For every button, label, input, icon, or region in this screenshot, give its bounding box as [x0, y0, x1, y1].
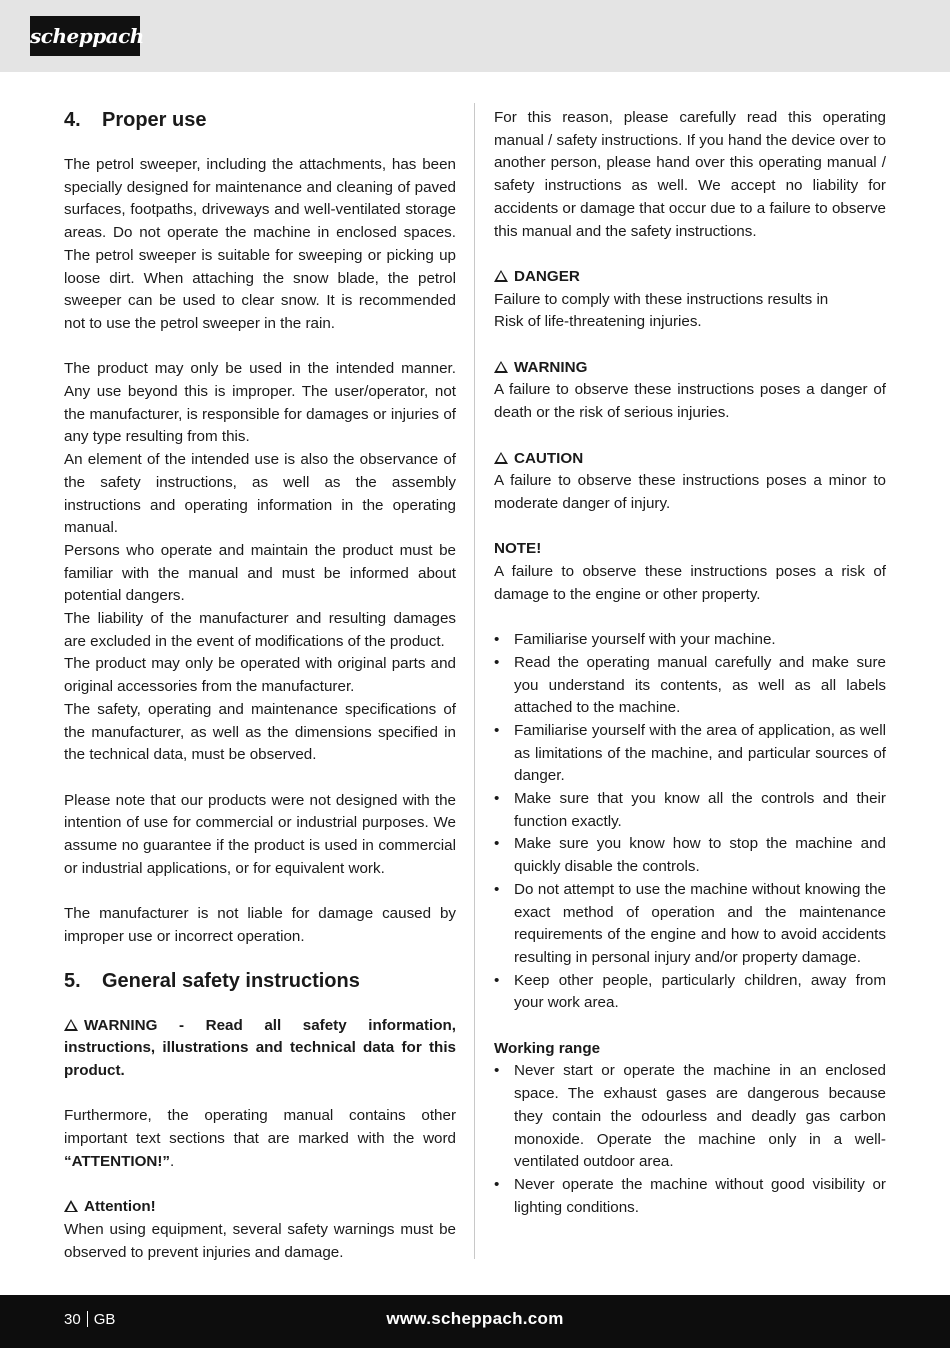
danger-title: DANGER — [494, 266, 886, 289]
warning-triangle-icon — [494, 270, 508, 282]
caution-title: CAUTION — [494, 448, 886, 471]
right-column — [494, 107, 886, 1219]
scheppach-logo: scheppach — [30, 16, 140, 56]
working-range-title: Working range — [494, 1039, 601, 1057]
website-link[interactable]: www.scheppach.com — [386, 1309, 564, 1328]
warning-triangle-icon — [494, 452, 508, 464]
warning-title: WARNING — [494, 357, 886, 380]
warning-triangle-icon — [494, 361, 508, 373]
paragraph: The manufacturer is not liable for damage caused by improper use or incorrect operation. — [64, 905, 456, 945]
list-item: • Familiarise yourself with the area of application, as well as limitations of the machine, and particular sources of danger. — [494, 720, 886, 788]
footer-bar — [0, 1295, 950, 1348]
list-item: • Never start or operate the machine in an enclosed space. The exhaust gases are dangerous because they contain the odourless and deadly gas carbon monoxide. Operate the machine only in a well-ventilated outdoor area. — [494, 1060, 886, 1174]
paragraph: An element of the intended use is also the observance of the safety instructions, as well as the assembly instructions and operating information in the operating manual. — [64, 451, 456, 537]
list-item: • Do not attempt to use the machine without knowing the exact method of operation and the maintenance requirements of the engine and how to avoid accidents resulting in personal injury and/or property damage. — [494, 879, 886, 970]
column-divider — [474, 103, 475, 1259]
list-item: • Keep other people, particularly children, away from your work area. — [494, 970, 886, 1015]
list-item: • Never operate the machine without good visibility or lighting conditions. — [494, 1174, 886, 1219]
working-range-list — [494, 1060, 886, 1219]
page-number: 30 GB — [64, 1311, 116, 1328]
paragraph: Please note that our products were not designed with the intention of use for commercial or industrial purposes. We assume no guarantee if the product is used in commercial or industrial applications, or for equivalent work. — [64, 791, 456, 877]
paragraph: The product may only be operated with original parts and original accessories from the manufacturer. — [64, 655, 456, 696]
warning-triangle-icon — [64, 1019, 78, 1031]
attention-title: Attention! — [64, 1196, 456, 1219]
danger-text-line: Risk of life-threatening injuries. — [494, 313, 702, 331]
warning-triangle-icon — [64, 1200, 78, 1212]
paragraph: For this reason, please carefully read this operating manual / safety instructions. If you hand the device over to another person, please hand over this operating manual / safety instructions as well. We accept no liability for accidents or damage that occur due to a failure to observe this manual and the safety instructions. — [494, 109, 886, 240]
safety-list — [494, 629, 886, 1015]
paragraph: Persons who operate and maintain the product must be familiar with the manual and must be informed about potential dangers. — [64, 541, 456, 605]
paragraph: The safety, operating and maintenance specifications of the manufacturer, as well as the dimensions specified in the technical data, must be observed. — [64, 700, 456, 764]
paragraph: When using equipment, several safety warnings must be observed to prevent injuries and damage. — [64, 1220, 456, 1261]
paragraph: The product may only be used in the intended manner. Any use beyond this is improper. The user/operator, not the manufacturer, is responsible for damages or injuries of any type resulting from this. — [64, 360, 456, 446]
list-item: • Read the operating manual carefully and make sure you understand its contents, as well as all labels attached to the machine. — [494, 652, 886, 720]
list-item: • Familiarise yourself with your machine. — [494, 629, 886, 652]
caution-text: A failure to observe these instructions poses a minor to moderate danger of injury. — [494, 472, 886, 512]
list-item: • Make sure that you know all the controls and their function exactly. — [494, 788, 886, 833]
danger-text-line: Failure to comply with these instructions results in — [494, 290, 829, 308]
paragraph: Furthermore, the operating manual contains other important text sections that are marked with the word “ATTENTION!”. — [64, 1107, 456, 1170]
left-column — [64, 107, 456, 1264]
warning-notice: WARNING - Read all safety information, instructions, illustrations and technical data for this product. — [64, 1016, 456, 1079]
warning-text: A failure to observe these instructions poses a danger of death or the risk of serious injuries. — [494, 381, 886, 422]
note-text: A failure to observe these instructions poses a risk of damage to the engine or other property. — [494, 563, 886, 603]
header-bar — [0, 0, 950, 72]
section-4-heading: 4. Proper use — [64, 109, 207, 131]
paragraph: The liability of the manufacturer and resulting damages are excluded in the event of modifications of the product. — [64, 610, 456, 650]
section-5-heading: 5. General safety instructions — [64, 969, 360, 992]
paragraph: The petrol sweeper, including the attachments, has been specially designed for maintenance and cleaning of paved surfaces, footpaths, driveways and well-ventilated storage areas. Do not operate the machine in enclosed spaces. The petrol sweeper is suitable for sweeping or picking up loose dirt. When attaching the snow blade, the petrol sweeper can be used to clear snow. It is recommended not to use the petrol sweeper in the rain. — [64, 156, 456, 332]
list-item: • Make sure you know how to stop the machine and quickly disable the controls. — [494, 833, 886, 878]
note-title: NOTE! — [494, 540, 542, 558]
